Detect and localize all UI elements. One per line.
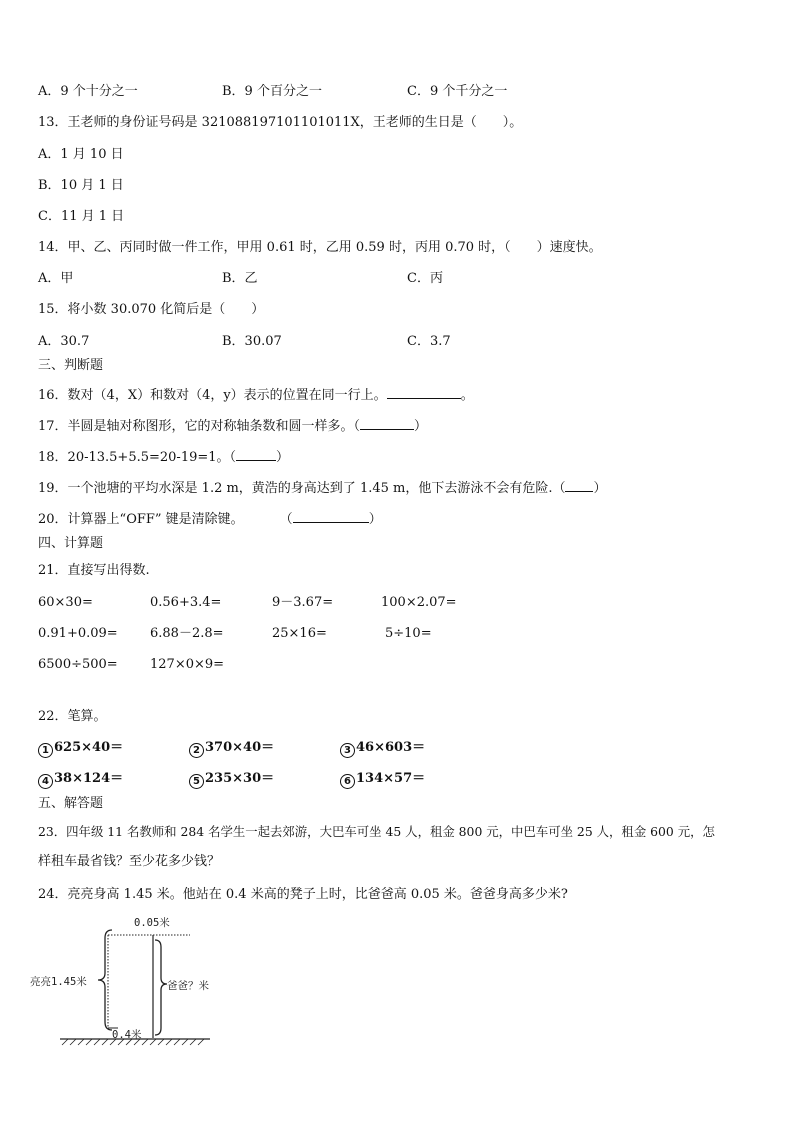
q21-expr: 60×30= xyxy=(38,595,93,610)
circled-number: 3 xyxy=(340,743,355,758)
q14-stem: 14．甲、乙、丙同时做一件工作，甲用 0.61 时，乙用 0.59 时，丙用 0.70 时，（ ）速度快。 xyxy=(38,240,602,255)
q14-option-c: C．丙 xyxy=(407,271,443,286)
q21-expr: 0.56+3.4= xyxy=(150,595,222,610)
q22-expr: 370×40＝ xyxy=(205,740,275,755)
q21-expr: 25×16= xyxy=(272,626,327,641)
circled-number: 1 xyxy=(38,743,53,758)
q24-stem: 24．亮亮身高 1.45 米。他站在 0.4 米高的凳子上时，比爸爸高 0.05 米。爸爸身高多少米? xyxy=(38,887,568,902)
q15-option-c: C．3.7 xyxy=(407,334,451,349)
q21-expr: 100×2.07= xyxy=(381,595,457,610)
q22-stem: 22．笔算。 xyxy=(38,709,107,724)
q22-expr: 625×40＝ xyxy=(54,740,124,755)
q15-option-b: B．30.07 xyxy=(222,334,282,349)
q20-tail: ） xyxy=(368,512,382,527)
right-brace xyxy=(155,940,167,1035)
circled-number: 5 xyxy=(189,774,204,789)
q21-expr: 9－3.67= xyxy=(272,595,334,610)
q21-expr: 127×0×9= xyxy=(150,657,225,672)
q21-expr: 5÷10= xyxy=(385,626,432,641)
section-judgement-heading: 三、判断题 xyxy=(38,358,104,373)
q21-expr: 6500÷500= xyxy=(38,657,118,672)
q21-stem: 21．直接写出得数. xyxy=(38,563,150,578)
q22-item xyxy=(38,739,123,758)
q22-item xyxy=(340,770,425,789)
label-top: 0.05米 xyxy=(134,917,170,929)
q21-expr: 0.91+0.09= xyxy=(38,626,118,641)
q12-option-a: A．9 个十分之一 xyxy=(38,84,138,99)
q19 xyxy=(38,478,607,498)
circled-number: 6 xyxy=(340,774,355,789)
q19-text: 19．一个池塘的平均水深是 1.2 m，黄浩的身高达到了 1.45 m，他下去游泳不会有危险.（ xyxy=(38,481,566,496)
q16-answer-blank[interactable] xyxy=(387,385,461,399)
label-stool: 0.4米 xyxy=(112,1029,142,1041)
q12-option-c: C．9 个千分之一 xyxy=(407,84,508,99)
q12-option-b: B．9 个百分之一 xyxy=(222,84,322,99)
q18 xyxy=(38,447,289,467)
q18-tail: ） xyxy=(276,450,290,465)
q15-stem: 15．将小数 30.070 化简后是（ ） xyxy=(38,302,265,317)
q17 xyxy=(38,416,427,436)
q13-option-c: C．11 月 1 日 xyxy=(38,209,125,224)
q20 xyxy=(38,509,382,529)
q14-option-a: A．甲 xyxy=(38,271,74,286)
q16-text: 16．数对（4，X）和数对（4，y）表示的位置在同一行上。 xyxy=(38,388,387,403)
q16 xyxy=(38,385,474,405)
q13-stem: 13．王老师的身份证号码是 321088197101101011X，王老师的生日是（ ）。 xyxy=(38,115,523,130)
q22-item xyxy=(340,739,425,758)
label-dad: 爸爸？米 xyxy=(167,980,209,992)
q23-line1: 23．四年级 11 名教师和 284 名学生一起去郊游，大巴车可坐 45 人，租金 800 元，中巴车可坐 25 人，租金 600 元，怎 xyxy=(38,824,715,839)
q22-expr: 46×603＝ xyxy=(356,740,426,755)
label-liangliang: 亮亮1.45米 xyxy=(30,976,87,988)
q22-expr: 134×57＝ xyxy=(356,771,426,786)
section-word-problems-heading: 五、解答题 xyxy=(38,796,104,811)
q14-option-b: B．乙 xyxy=(222,271,258,286)
q20-open: （ xyxy=(279,512,293,527)
q17-tail: ） xyxy=(414,419,428,434)
q16-tail: 。 xyxy=(460,388,474,403)
q21-expr: 6.88－2.8= xyxy=(150,626,224,641)
q15-option-a: A．30.7 xyxy=(38,334,90,349)
q17-text: 17．半圆是轴对称图形，它的对称轴条数和圆一样多。（ xyxy=(38,419,361,434)
q19-answer-blank[interactable] xyxy=(565,478,593,492)
height-diagram xyxy=(30,910,250,1050)
q20-answer-blank[interactable] xyxy=(293,509,369,523)
q18-text: 18．20-13.5+5.5=20-19=1。（ xyxy=(38,450,237,465)
q22-expr: 38×124＝ xyxy=(54,771,124,786)
left-brace xyxy=(98,930,112,1030)
circled-number: 4 xyxy=(38,774,53,789)
section-calculation-heading: 四、计算题 xyxy=(38,536,104,551)
q20-text: 20．计算器上“OFF” 键是清除键。 xyxy=(38,512,244,527)
circled-number: 2 xyxy=(189,743,204,758)
q22-item xyxy=(189,739,274,758)
q13-option-b: B．10 月 1 日 xyxy=(38,178,124,193)
q19-tail: ） xyxy=(593,481,607,496)
q22-item xyxy=(38,770,123,789)
q13-option-a: A．1 月 10 日 xyxy=(38,147,124,162)
q23-line2: 样租车最省钱？至少花多少钱？ xyxy=(38,854,221,869)
q17-answer-blank[interactable] xyxy=(360,416,414,430)
q18-answer-blank[interactable] xyxy=(236,447,276,461)
q22-expr: 235×30＝ xyxy=(205,771,275,786)
q22-item xyxy=(189,770,274,789)
